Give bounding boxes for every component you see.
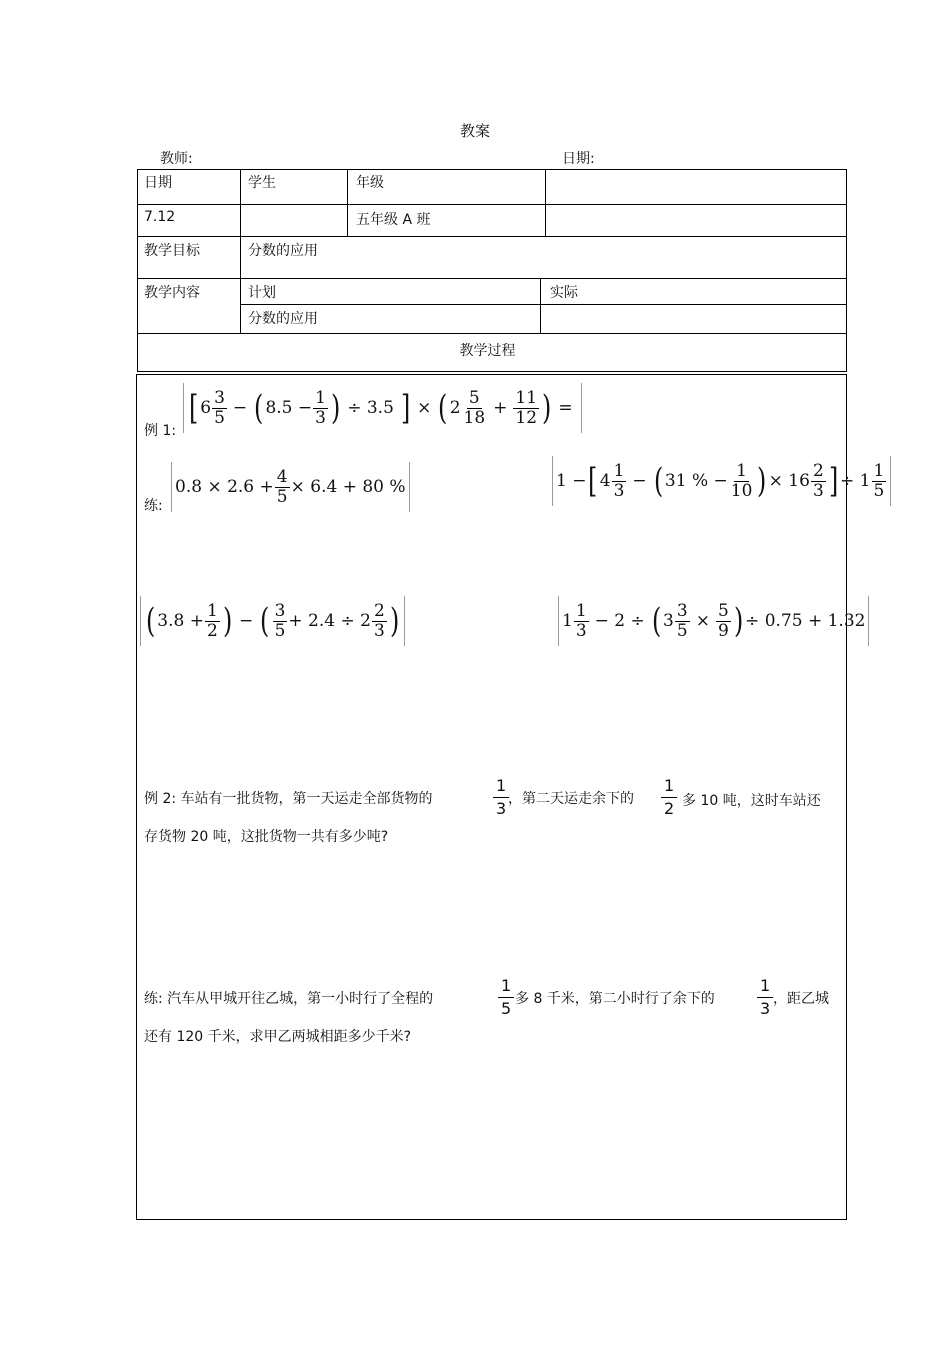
math-token: 5	[276, 486, 288, 507]
math-token: 1	[575, 600, 587, 621]
math-token: 3	[613, 480, 625, 501]
practice5-text-a: 练: 汽车从甲城开往乙城，第一小时行了全程的	[144, 991, 434, 1007]
example1-expression: [ 6 $\frac{3}{5}$ − ( 8.5 − $\frac{1}{3}$ ) ÷ 3.5 ] × ( 2 $\frac{5}{18}$ + $\frac{11}{12}$ ) =	[183, 383, 582, 433]
math-token: 3	[575, 620, 587, 641]
math-token: 3	[676, 600, 688, 621]
math-token: 2	[812, 460, 824, 481]
header-student: 学生	[248, 175, 276, 191]
math-token: +	[493, 398, 508, 418]
math-token: 3	[812, 480, 824, 501]
header-grade: 年级	[356, 175, 384, 191]
math-token: 5	[274, 620, 286, 641]
example2-text-b: ，第二天运走余下的	[508, 791, 634, 807]
practice5-fraction-2	[757, 978, 773, 1017]
practice5-text-b: 多 8 千米，第二小时行了余下的	[515, 991, 715, 1007]
process-label: 教学过程	[459, 343, 516, 359]
document-title: 教案	[459, 122, 490, 140]
math-token: ×	[695, 611, 710, 631]
math-token: 5	[214, 407, 225, 428]
date-label: 日期:	[562, 151, 595, 167]
math-token: 6	[200, 398, 212, 418]
fraction-numerator: 1	[498, 978, 514, 998]
math-token: 1	[562, 611, 573, 631]
actual-label: 实际	[550, 285, 578, 301]
example2-text-c: 多 10 吨，这时车站还	[682, 793, 821, 809]
fraction-denominator: 3	[496, 799, 507, 818]
math-token: 18	[463, 407, 486, 428]
example1-label: 例 1:	[144, 423, 177, 439]
table-line	[137, 278, 847, 279]
math-token: 5	[873, 480, 885, 501]
practice2-expression: 1 − [ 4 $\frac{1}{3}$ − ( 31 % − $\frac{1}{10}$ ) × 16 $\frac{2}{3}$ ] ÷ 1 $\frac{1}{5}$	[552, 456, 891, 506]
fraction-denominator: 2	[664, 799, 675, 818]
table-line	[240, 169, 241, 333]
math-token: 1 −	[556, 471, 587, 491]
table-line	[137, 236, 847, 237]
table-line	[347, 169, 348, 236]
math-token: =	[558, 398, 573, 418]
math-token: 2	[206, 620, 218, 641]
goal-label: 教学目标	[144, 243, 200, 259]
plan-label: 计划	[248, 285, 276, 301]
math-token: 3	[214, 387, 225, 408]
table-line	[540, 278, 541, 333]
fraction-numerator: 1	[757, 978, 773, 998]
math-token: 3	[663, 611, 674, 631]
math-token: 11	[515, 387, 538, 408]
fraction-numerator: 1	[661, 778, 677, 798]
math-token: 12	[515, 407, 538, 428]
math-token: 2	[449, 398, 461, 418]
math-token: 0.8 × 2.6 +	[175, 477, 274, 497]
table-line	[240, 304, 847, 305]
math-token: 2	[373, 600, 385, 621]
math-token: 31 % −	[664, 471, 728, 491]
math-token: −	[632, 471, 647, 491]
math-token: × 16	[768, 471, 810, 491]
math-token: 5	[468, 387, 480, 408]
practice-label: 练:	[144, 498, 163, 514]
math-token: 1	[736, 460, 747, 481]
practice1-expression	[171, 462, 410, 512]
header-date: 日期	[144, 175, 172, 191]
table-line	[137, 371, 847, 372]
practice5-fraction-1	[498, 978, 514, 1017]
table-line	[137, 169, 847, 170]
value-date: 7.12	[144, 209, 176, 225]
fraction-numerator: 1	[493, 778, 509, 798]
math-token: 10	[730, 480, 753, 501]
teacher-label: 教师:	[160, 151, 193, 167]
math-token: 3.8 +	[157, 611, 204, 631]
fraction-denominator: 3	[760, 999, 771, 1018]
math-token: 1	[873, 460, 885, 481]
math-token: 4	[599, 471, 611, 491]
math-token: ×	[417, 398, 432, 418]
process-box-left	[136, 374, 137, 1219]
math-token: 3	[274, 600, 286, 621]
math-token: 1	[613, 460, 625, 481]
math-token: 3	[315, 407, 326, 428]
math-token: × 6.4 + 80 %	[290, 477, 406, 497]
plan-value: 分数的应用	[248, 311, 318, 327]
math-token: + 2.4 ÷ 2	[288, 611, 371, 631]
math-token: ÷ 3.5	[347, 398, 394, 418]
math-token: 3	[373, 620, 385, 641]
math-token: ÷ 0.75 + 1.32	[745, 611, 866, 631]
process-box-bottom	[136, 1219, 847, 1220]
example2-line2: 存货物 20 吨，这批货物一共有多少吨?	[144, 829, 389, 845]
math-token: −	[232, 398, 248, 418]
math-token: 4	[276, 466, 288, 487]
math-token: − 2 ÷	[594, 611, 645, 631]
table-line	[137, 333, 847, 334]
practice5-text-c: ，距乙城	[773, 991, 829, 1007]
practice3-expression: ( 3.8 + $\frac{1}{2}$ ) − ( $\frac{3}{5}$ + 2.4 ÷ 2 $\frac{2}{3}$ )	[140, 596, 405, 646]
math-token: ÷ 1	[840, 471, 871, 491]
example2-text-a: 例 2: 车站有一批货物，第一天运走全部货物的	[144, 791, 433, 807]
practice4-expression: 1 $\frac{1}{3}$ − 2 ÷ ( 3 $\frac{3}{5}$ × $\frac{5}{9}$ ) ÷ 0.75 + 1.32	[558, 596, 869, 646]
content-label: 教学内容	[144, 285, 200, 301]
math-token: −	[239, 611, 254, 631]
math-token: 1	[206, 600, 218, 621]
math-token: 1	[315, 387, 326, 408]
math-token: 9	[717, 620, 729, 641]
math-token: 5	[717, 600, 729, 621]
process-box-top	[136, 374, 847, 375]
value-grade: 五年级 A 班	[356, 212, 431, 228]
example2-fraction-1	[493, 778, 509, 817]
math-token: 8.5 −	[265, 398, 313, 418]
fraction-denominator: 5	[501, 999, 512, 1018]
practice5-line2: 还有 120 千米，求甲乙两城相距多少千米?	[144, 1029, 412, 1045]
table-line	[137, 204, 847, 205]
table-line	[545, 169, 546, 236]
example2-fraction-2	[661, 778, 677, 817]
goal-value: 分数的应用	[248, 243, 318, 259]
math-token: 5	[676, 620, 688, 641]
